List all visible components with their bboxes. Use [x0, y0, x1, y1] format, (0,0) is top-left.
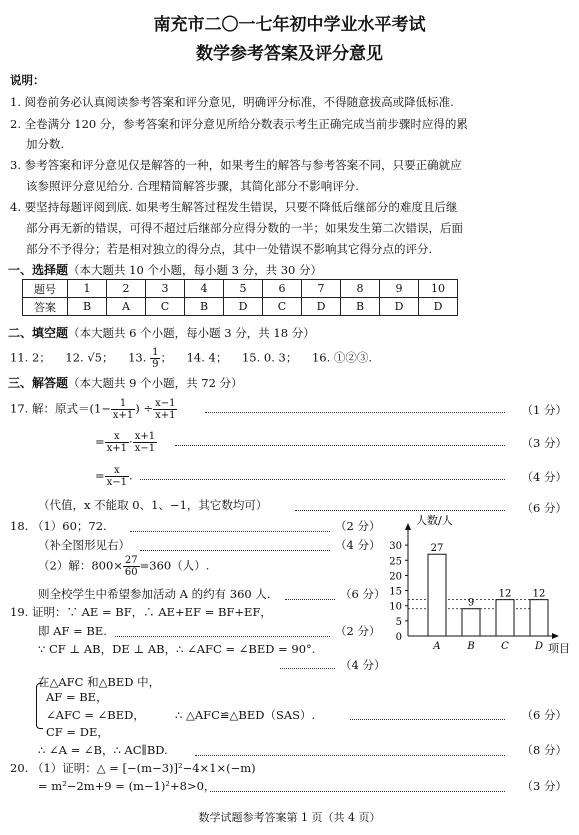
q-number: 4 — [185, 280, 224, 298]
answer-12: 12. √5； — [65, 350, 114, 365]
q17-note: （代值，x 不能取 0、1、−1，其它数均可） — [38, 498, 268, 512]
q17-dots-4 — [295, 510, 505, 511]
q-number: 10 — [419, 280, 458, 298]
q17-dots-2 — [175, 445, 505, 446]
q19-cond-3: CF = DE， — [46, 725, 109, 739]
q17-line3: = $\frac{x}{x-1}$ . — [95, 465, 133, 488]
q19-line3: ∵ CF ⊥ AB，DE ⊥ AB，∴ ∠AFC = ∠BED = 90°. — [38, 642, 316, 656]
y-tick-label: 5 — [395, 616, 402, 628]
q20-dots-1 — [210, 791, 505, 792]
q-answer: B — [185, 298, 224, 316]
q17-score-4: （6 分） — [521, 501, 567, 515]
row-head-answer: 答案 — [23, 298, 68, 316]
q19-cond-1: AF = BE， — [46, 690, 108, 704]
note-1: 1. 阅卷前务必认真阅读参考答案和评分意见，明确评分标准，不得随意拔高或降低标准. — [10, 95, 454, 109]
note-3-cont: 该参照评分意见给分. 合理精简解答步骤，其简化部分不影响评分. — [26, 179, 359, 193]
bar-chart — [370, 512, 575, 657]
y-tick-label: 20 — [389, 571, 402, 583]
bar — [462, 609, 480, 636]
y-axis-arrow — [405, 523, 411, 530]
q19-conclusion: ∴ △AFC≌△BED（SAS）. — [175, 708, 316, 722]
bar — [530, 600, 548, 636]
q19-dots-2 — [280, 668, 335, 669]
x-tick-label: C — [501, 641, 509, 652]
q18-line2: （补全图形见右） — [38, 538, 130, 552]
q17-line2: = $\frac{x}{x+1}$ · $\frac{x+1}{x-1}$ — [95, 431, 156, 454]
q17-dots-1 — [205, 412, 505, 413]
q18-score-2: （4 分） — [335, 538, 381, 552]
answer-table — [22, 279, 458, 316]
q-number: 3 — [146, 280, 185, 298]
q20-line2: = m²−2m+9 = (m−1)²+8>0， — [38, 779, 216, 793]
bar — [428, 554, 446, 636]
note-4-cont2: 部分不予得分；若是相对独立的得分点，其中一处错误不影响其它得分点的评分. — [26, 242, 433, 256]
notes-heading: 说明： — [10, 73, 45, 87]
answer-13-label: 13. — [128, 350, 147, 365]
q-answer: D — [380, 298, 419, 316]
q-answer: D — [224, 298, 263, 316]
q18-line3: （2）解：800× $\frac{27}{60}$ =360（人）. — [38, 555, 210, 578]
bar — [496, 600, 514, 636]
q-number: 2 — [107, 280, 146, 298]
row-head-number: 题号 — [23, 280, 68, 298]
bar-value-label: 27 — [430, 543, 444, 555]
q19-score-1: （2 分） — [335, 624, 381, 638]
fill-answers: 11. 2； 12. √5； 13. $\frac{1}{9}$ ； 14. 4； 15. 0. 3； 16. ①②③. — [10, 347, 373, 370]
q-answer: C — [146, 298, 185, 316]
q18-dots-2 — [140, 550, 330, 551]
q-answer: D — [419, 298, 458, 316]
q-number: 5 — [224, 280, 263, 298]
q17-score-2: （3 分） — [521, 436, 567, 450]
q19-score-3: （6 分） — [521, 708, 567, 722]
y-tick-label: 10 — [389, 601, 402, 613]
q19-dots-4 — [195, 755, 505, 756]
answer-16: 16. ①②③. — [311, 350, 373, 365]
bar-value-label: 12 — [498, 588, 512, 600]
doc-subtitle: 数学参考答案及评分意见 — [196, 44, 383, 64]
answer-15: 15. 0. 3； — [241, 350, 298, 365]
section-solve-note: （本大题共 9 个小题，共 72 分） — [68, 376, 243, 390]
q-answer: D — [302, 298, 341, 316]
chart-ylabel: 人数/人 — [416, 514, 453, 527]
q17-score-3: （4 分） — [521, 470, 567, 484]
y-tick-label: 30 — [389, 541, 402, 553]
q19-line1: 19. 证明：∵ AE = BF，∴ AE+EF = BF+EF， — [10, 605, 272, 619]
q19-dots-1 — [115, 636, 330, 637]
q-number: 7 — [302, 280, 341, 298]
section-choice-title: 一、选择题（本大题共 10 个小题，每小题 3 分，共 30 分） — [8, 263, 323, 277]
answer-14: 14. 4； — [186, 350, 228, 365]
q20-line1: 20. （1）证明：△ = [−(m−3)]²−4×1×(−m) — [10, 761, 256, 775]
q-number: 8 — [341, 280, 380, 298]
q-number: 1 — [68, 280, 107, 298]
q-answer: B — [341, 298, 380, 316]
bar-value-label: 9 — [467, 597, 475, 609]
q19-line5: ∴ ∠A = ∠B，∴ AC∥BD. — [38, 743, 168, 757]
answer-13-fraction: $\frac{1}{9}$ — [152, 347, 159, 370]
note-3: 3. 参考答案和评分意见仅是解答的一种，如果考生的解答与参考答案不同，只要正确就应 — [10, 158, 462, 172]
x-tick-label: D — [534, 641, 544, 652]
q18-line4: 则全校学生中希望参加活动 A 的约有 360 人. — [38, 587, 271, 601]
q18-dots-3 — [285, 599, 335, 600]
q19-line2: 即 AF = BE. — [38, 624, 107, 638]
q18-dots-1 — [130, 531, 330, 532]
q20-score-1: （3 分） — [521, 779, 567, 793]
q-answer: B — [68, 298, 107, 316]
note-4-cont1: 部分再无新的错误，可得不超过后继部分应得分数的一半；如果发生第二次错误，后面 — [26, 221, 463, 235]
table-row — [23, 298, 458, 316]
q-answer: C — [263, 298, 302, 316]
q17-line1: 17. 解：原式＝(1− $\frac{1}{x+1}$ ) ÷ $\frac{x-1}{x+1}$ — [10, 398, 176, 421]
q18-line1: 18. （1）60；72. — [10, 519, 107, 533]
x-tick-label: B — [467, 641, 475, 652]
q-number: 9 — [380, 280, 419, 298]
q17-score-1: （1 分） — [521, 403, 567, 417]
x-axis-arrow — [552, 633, 559, 639]
x-tick-label: A — [433, 641, 441, 652]
table-row — [23, 280, 458, 298]
q17-dots-3 — [140, 479, 505, 480]
section-fill-note: （本大题共 6 个小题，每小题 3 分，共 18 分） — [68, 326, 315, 340]
note-2: 2. 全卷满分 120 分，参考答案和评分意见所给分数表示考生正确完成当前步骤时应得的累 — [10, 117, 468, 131]
q19-line4: 在△AFC 和△BED 中， — [38, 675, 161, 689]
q19-cond-2: ∠AFC = ∠BED， — [46, 708, 145, 722]
page-footer: 数学试题参考答案第 1 页（共 4 页） — [198, 811, 381, 824]
q18-score-3: （6 分） — [340, 587, 386, 601]
doc-title: 南充市二〇一七年初中学业水平考试 — [153, 15, 426, 35]
q-answer: A — [107, 298, 146, 316]
note-2-cont: 加分数. — [26, 137, 65, 151]
y-tick-label: 25 — [389, 556, 402, 568]
y-tick-label: 15 — [389, 586, 402, 598]
q19-brace — [36, 683, 43, 729]
q19-score-2: （4 分） — [340, 658, 386, 672]
q19-dots-3 — [350, 719, 505, 720]
section-solve-title: 三、解答题（本大题共 9 个小题，共 72 分） — [8, 376, 243, 390]
y-tick-label: 0 — [395, 632, 402, 643]
section-fill-title: 二、填空题（本大题共 6 个小题，每小题 3 分，共 18 分） — [8, 326, 315, 340]
q-number: 6 — [263, 280, 302, 298]
q19-score-4: （8 分） — [521, 743, 567, 757]
answer-11: 11. 2； — [10, 350, 51, 365]
chart-xlabel: 项目 — [548, 642, 570, 655]
note-4: 4. 要坚持每题评阅到底. 如果考生解答过程发生错误，只要不降低后继部分的难度且后继 — [10, 200, 458, 214]
section-choice-note: （本大题共 10 个小题，每小题 3 分，共 30 分） — [68, 263, 323, 277]
bar-value-label: 12 — [532, 588, 546, 600]
q18-score-1: （2 分） — [335, 519, 381, 533]
